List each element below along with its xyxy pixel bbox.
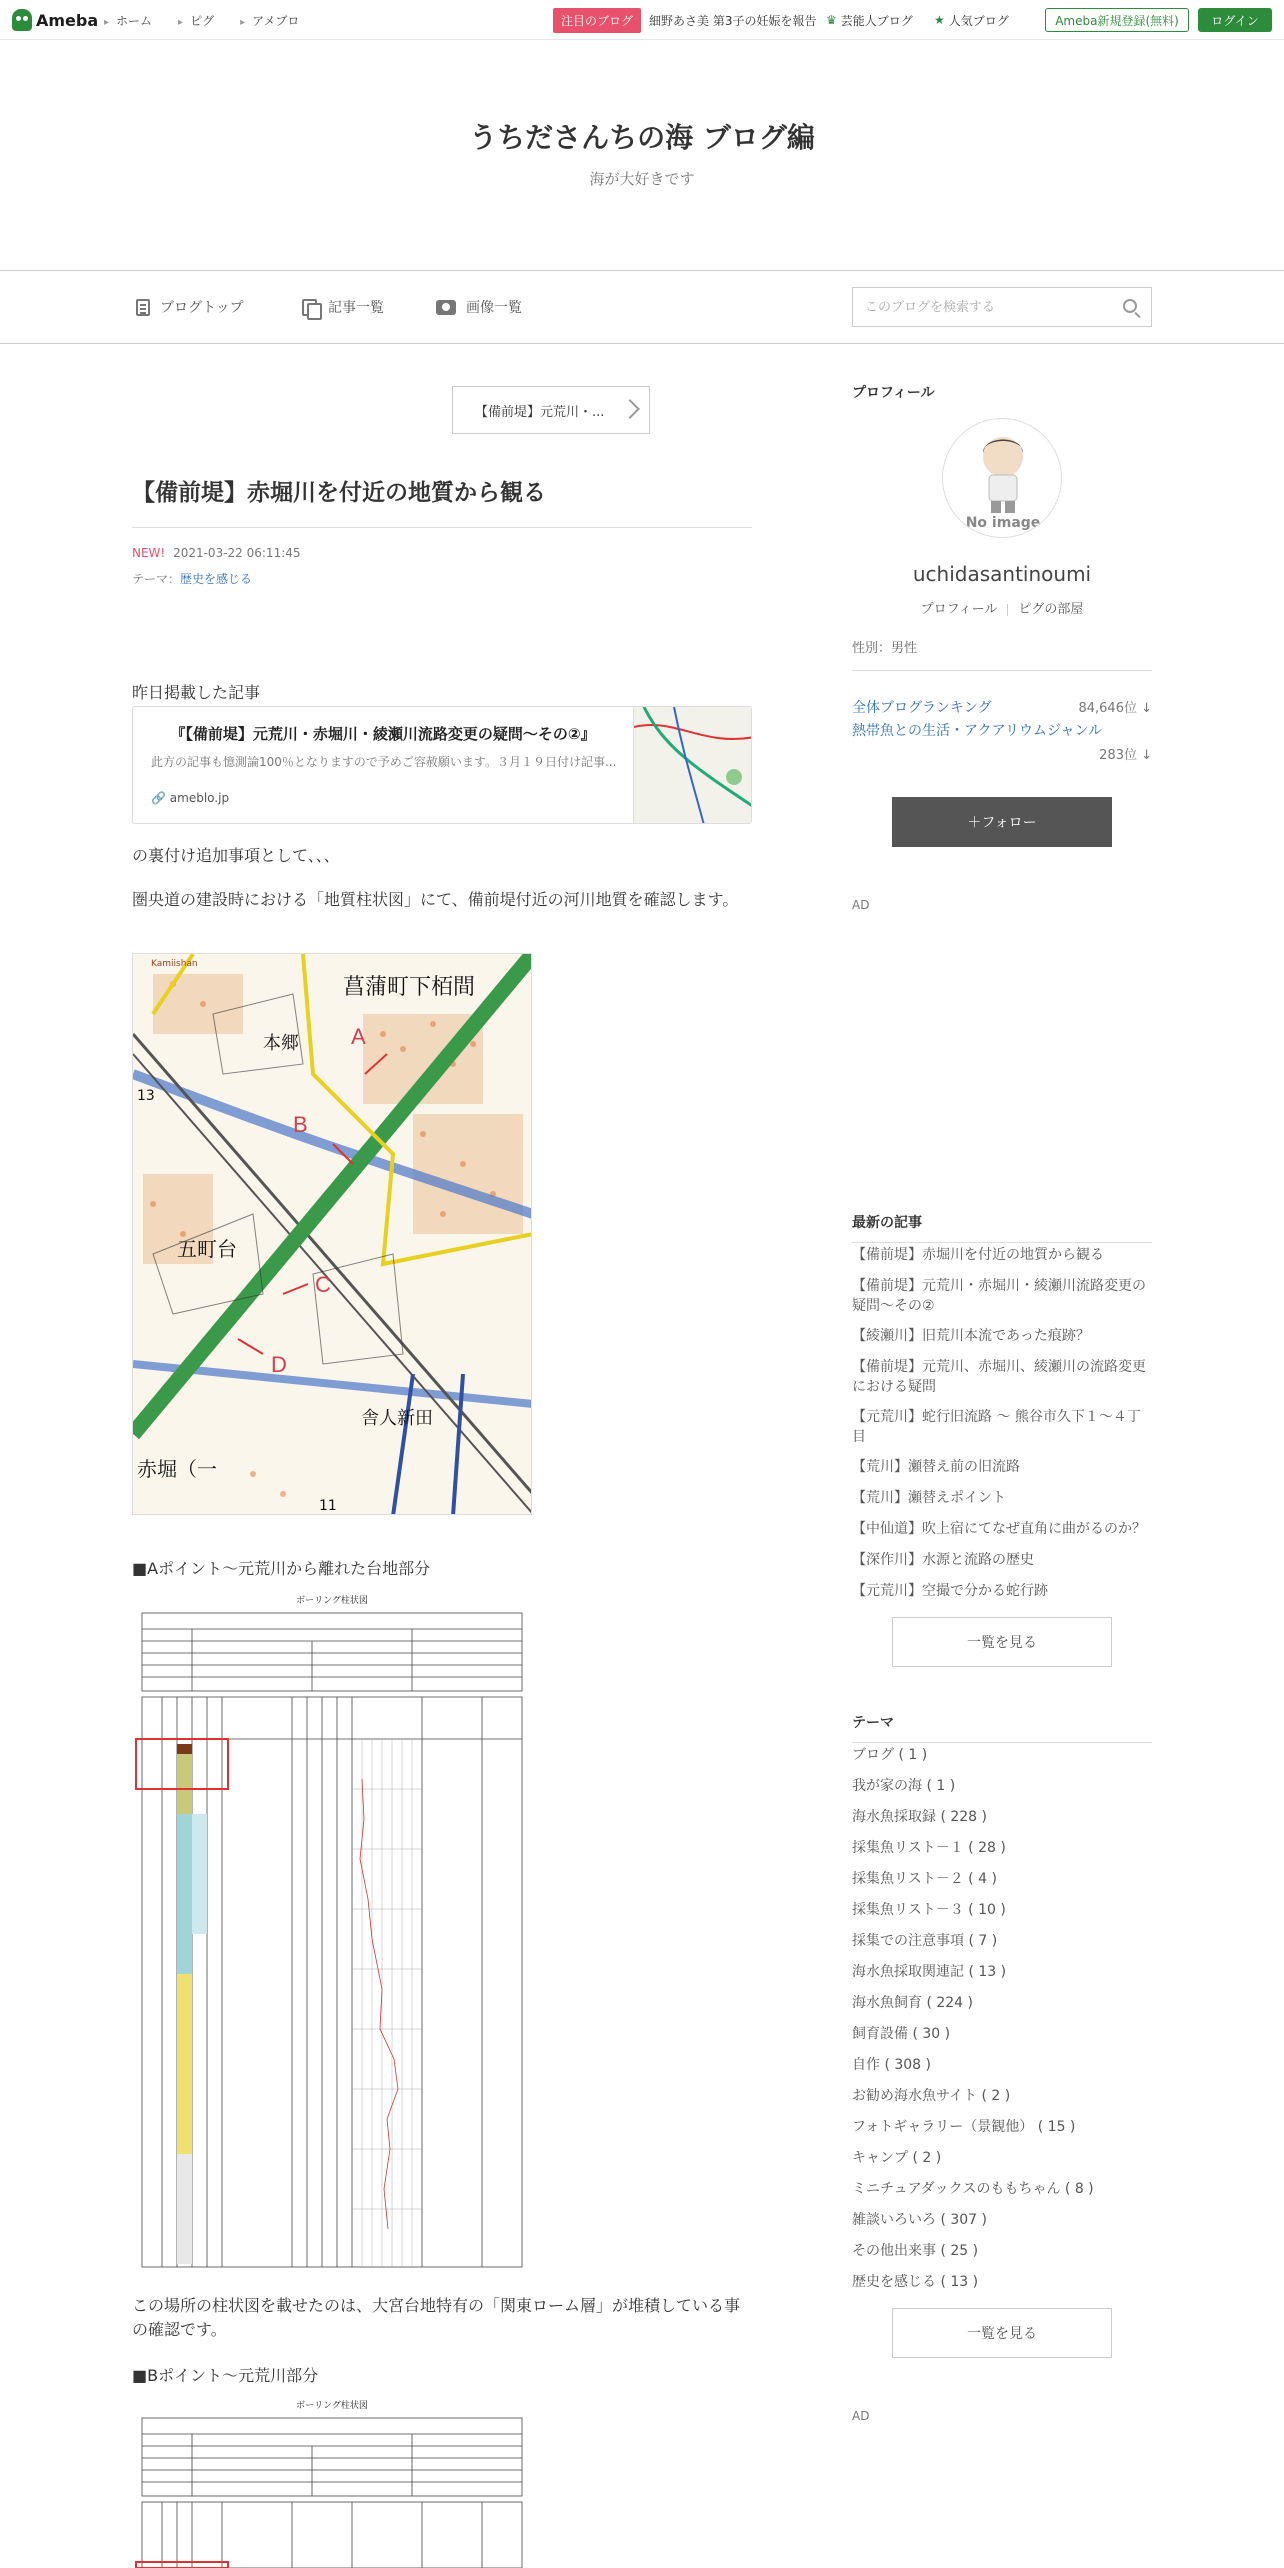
- avatar[interactable]: [942, 418, 1062, 538]
- follow-button[interactable]: ＋フォロー: [892, 797, 1112, 847]
- crown-icon: ♛: [826, 13, 837, 27]
- search-icon[interactable]: [1123, 299, 1137, 313]
- latest-entry-link[interactable]: 【元荒川】蛇行旧流路 〜 熊谷市久下１〜４丁目: [852, 1409, 1141, 1445]
- link-icon: 🔗: [151, 791, 166, 805]
- section-heading: ■Aポイント〜元荒川から離れた台地部分: [132, 1559, 431, 1578]
- entry-title[interactable]: 【備前堤】赤堀川を付近の地質から観る: [132, 474, 752, 528]
- hot-blog-badge: 注目のブログ: [553, 8, 641, 33]
- nav-ameblo[interactable]: ▸ アメブロ: [240, 12, 299, 29]
- boring-log-title: ボーリング柱状図: [296, 2401, 368, 2411]
- theme-heading: テーマ: [852, 1712, 1152, 1743]
- theme-link[interactable]: ミニチュアダックスのももちゃん ( 8 ): [852, 2181, 1094, 2197]
- link-card-title: 『【備前堤】元荒川・赤堀川・綾瀬川流路変更の疑問〜その②』: [170, 725, 596, 743]
- ranking-genre-link[interactable]: 熱帯魚との生活・アクアリウムジャンル: [852, 723, 1103, 739]
- prev-entry-button[interactable]: [452, 386, 650, 434]
- map-place-label: 赤堀（一: [137, 1457, 217, 1481]
- map-place-label: 五町台: [177, 1237, 237, 1261]
- ranking-overall: [852, 697, 1152, 717]
- latest-entry-link[interactable]: 【備前堤】元荒川・赤堀川・綾瀬川流路変更の疑問〜その②: [852, 1278, 1146, 1314]
- theme-link[interactable]: 歴史を感じる ( 13 ): [852, 2274, 979, 2290]
- section-heading: ■Bポイント〜元荒川部分: [132, 2366, 319, 2385]
- entry-list-label: 記事一覧: [328, 300, 384, 316]
- prev-entry-label: 【備前堤】元荒川・...: [475, 404, 605, 420]
- top-nav: [104, 0, 299, 40]
- theme-more-button[interactable]: 一覧を見る: [892, 2308, 1112, 2358]
- theme-list: [852, 1745, 1152, 2303]
- map-point-label: A: [351, 1024, 366, 1049]
- entry-theme: [132, 570, 252, 587]
- blog-top-label: ブログトップ: [160, 300, 244, 316]
- hot-blog[interactable]: [553, 0, 816, 40]
- pig-room-link[interactable]: ピグの部屋: [1018, 602, 1084, 617]
- register-button[interactable]: Ameba新規登録(無料): [1045, 8, 1189, 32]
- ranking-overall-link[interactable]: 全体ブログランキング: [852, 700, 992, 716]
- theme-link[interactable]: 飼育設備 ( 30 ): [852, 2026, 951, 2042]
- theme-link[interactable]: 自作 ( 308 ): [852, 2057, 931, 2073]
- latest-entry-link[interactable]: 【荒川】瀬替え前の旧流路: [852, 1459, 1020, 1475]
- map-point-label: C: [315, 1272, 331, 1297]
- theme-link[interactable]: お勧め海水魚サイト ( 2 ): [852, 2088, 1011, 2104]
- entry-meta: [132, 546, 301, 560]
- blog-nav: [0, 270, 1284, 344]
- map-image[interactable]: [132, 953, 532, 1515]
- theme-link[interactable]: その他出来事 ( 25 ): [852, 2243, 979, 2259]
- image-list-label: 画像一覧: [466, 300, 522, 316]
- latest-entries-list: [852, 1245, 1152, 1612]
- link-card-url-text: ameblo.jp: [169, 791, 230, 805]
- theme-link[interactable]: 海水魚飼育 ( 224 ): [852, 1995, 973, 2011]
- theme-link[interactable]: ブログ ( 1 ): [852, 1747, 928, 1763]
- entry-list-link[interactable]: [302, 297, 384, 317]
- boring-log-title: ボーリング柱状図: [296, 1596, 368, 1606]
- profile-username[interactable]: uchidasantinoumi: [912, 562, 1092, 586]
- blog-search: [852, 287, 1152, 327]
- profile-heading: プロフィール: [852, 385, 935, 401]
- map-point-label: D: [271, 1352, 287, 1377]
- map-place-label: 11: [319, 1498, 337, 1514]
- map-point-label: B: [293, 1112, 308, 1137]
- theme-link[interactable]: 海水魚採取録 ( 228 ): [852, 1809, 987, 1825]
- link-card-description: 此方の記事も憶測論100％となりますので予めご容赦願います。３月１９日付け記事...: [151, 755, 617, 769]
- paragraph: 圏央道の建設時における「地質柱状図」にて、備前堤付近の河川地質を確認します。: [132, 890, 739, 909]
- profile-links: [852, 598, 1152, 617]
- login-button[interactable]: ログイン: [1198, 8, 1272, 32]
- latest-entry-link[interactable]: 【元荒川】空撮で分かる蛇行跡: [852, 1583, 1048, 1599]
- latest-entry-link[interactable]: 【備前堤】赤堀川を付近の地質から観る: [852, 1247, 1104, 1263]
- image-list-link[interactable]: [436, 297, 522, 317]
- map-place-label: 13: [137, 1088, 155, 1104]
- ameba-logo[interactable]: [12, 8, 98, 32]
- document-icon: [136, 299, 150, 316]
- ad-label: AD: [852, 898, 870, 912]
- top-bar: [0, 0, 1284, 40]
- profile-link[interactable]: プロフィール: [920, 602, 998, 617]
- theme-link[interactable]: 採集魚リスト－２ ( 4 ): [852, 1871, 997, 1887]
- link-card-url: [151, 791, 229, 805]
- entry-theme-label: テーマ：: [132, 572, 181, 586]
- link-card-thumbnail: [633, 707, 752, 824]
- latest-entry-link[interactable]: 【荒川】瀬替えポイント: [852, 1490, 1006, 1506]
- profile-gender: 性別：男性: [852, 637, 1152, 671]
- entry-theme-link[interactable]: 歴史を感じる: [180, 572, 253, 586]
- paragraph: の裏付け追加事項として、、、: [132, 846, 340, 865]
- theme-link[interactable]: フォトギャラリー（景観他） ( 15 ): [852, 2119, 1076, 2135]
- theme-link[interactable]: 採集魚リスト－１ ( 28 ): [852, 1840, 1006, 1856]
- noimage-text: No image: [965, 515, 1041, 531]
- ameba-logo-text: Ameba: [36, 10, 99, 30]
- latest-more-button[interactable]: 一覧を見る: [892, 1617, 1112, 1667]
- ameba-logo-icon: [12, 9, 32, 31]
- celeb-blog-label: 芸能人ブログ: [840, 13, 913, 28]
- boring-log-image[interactable]: [132, 1589, 532, 2271]
- theme-link[interactable]: キャンプ ( 2 ): [852, 2150, 942, 2166]
- blog-subtitle: 海が大好きです: [589, 170, 695, 188]
- theme-link[interactable]: 採集での注意事項 ( 7 ): [852, 1933, 998, 1949]
- theme-link[interactable]: 海水魚採取関連記 ( 13 ): [852, 1964, 1007, 1980]
- theme-link[interactable]: 雑談いろいろ ( 307 ): [852, 2212, 987, 2228]
- theme-link[interactable]: 採集魚リスト－３ ( 10 ): [852, 1902, 1006, 1918]
- latest-entry-link[interactable]: 【中仙道】吹上宿にてなぜ直角に曲がるのか？: [852, 1521, 1146, 1537]
- chevron-right-icon: [620, 399, 640, 419]
- copy-icon: [302, 299, 318, 316]
- celeb-blog-link[interactable]: [826, 0, 913, 40]
- separator: [1007, 604, 1008, 616]
- entry-date: 2021-03-22 06:11:45: [173, 546, 301, 560]
- map-place-label: 菖蒲町下栢間: [343, 975, 476, 1000]
- latest-entry-link[interactable]: 【備前堤】元荒川、赤堀川、綾瀬川の流路変更における疑問: [852, 1359, 1146, 1395]
- latest-entry-link[interactable]: 【深作川】水源と流路の歴史: [852, 1552, 1034, 1568]
- new-badge: NEW!: [132, 546, 166, 560]
- ranking-genre-position: 283位 ↓: [1099, 748, 1152, 763]
- blog-title[interactable]: うちださんちの海 ブログ編: [469, 121, 815, 154]
- popular-blog-link[interactable]: [934, 0, 1009, 40]
- map-place-label: 本郷: [263, 1033, 299, 1054]
- boring-log-image[interactable]: [132, 2396, 532, 2568]
- map-place-label: 舎人新田: [361, 1408, 433, 1429]
- link-card[interactable]: [132, 706, 752, 824]
- theme-link[interactable]: 我が家の海 ( 1 ): [852, 1778, 956, 1794]
- blog-top-link[interactable]: [136, 297, 244, 317]
- search-input[interactable]: [853, 288, 1103, 326]
- latest-entry-link[interactable]: 【綾瀬川】旧荒川本流であった痕跡？: [852, 1328, 1090, 1344]
- hot-blog-text[interactable]: 細野あさ美 第3子の妊娠を報告: [649, 13, 817, 28]
- ranking-genre: [852, 720, 1152, 764]
- paragraph: この場所の柱状図を載せたのは、大宮台地特有の「関東ローム層」が堆積している事の確認です。: [132, 2296, 741, 2339]
- nav-pigg[interactable]: ▸ ピグ: [178, 12, 214, 29]
- map-brand: Kamiishan: [151, 959, 198, 969]
- popular-blog-label: 人気ブログ: [948, 13, 1009, 28]
- star-icon: ★: [934, 13, 945, 27]
- latest-entries-heading: 最新の記事: [852, 1212, 1152, 1243]
- paragraph: 昨日掲載した記事: [132, 683, 261, 702]
- nav-home[interactable]: ▸ ホーム: [104, 12, 152, 29]
- ad-label: AD: [852, 2409, 870, 2423]
- camera-icon: [436, 300, 456, 315]
- ranking-overall-position: 84,646位 ↓: [1078, 701, 1152, 716]
